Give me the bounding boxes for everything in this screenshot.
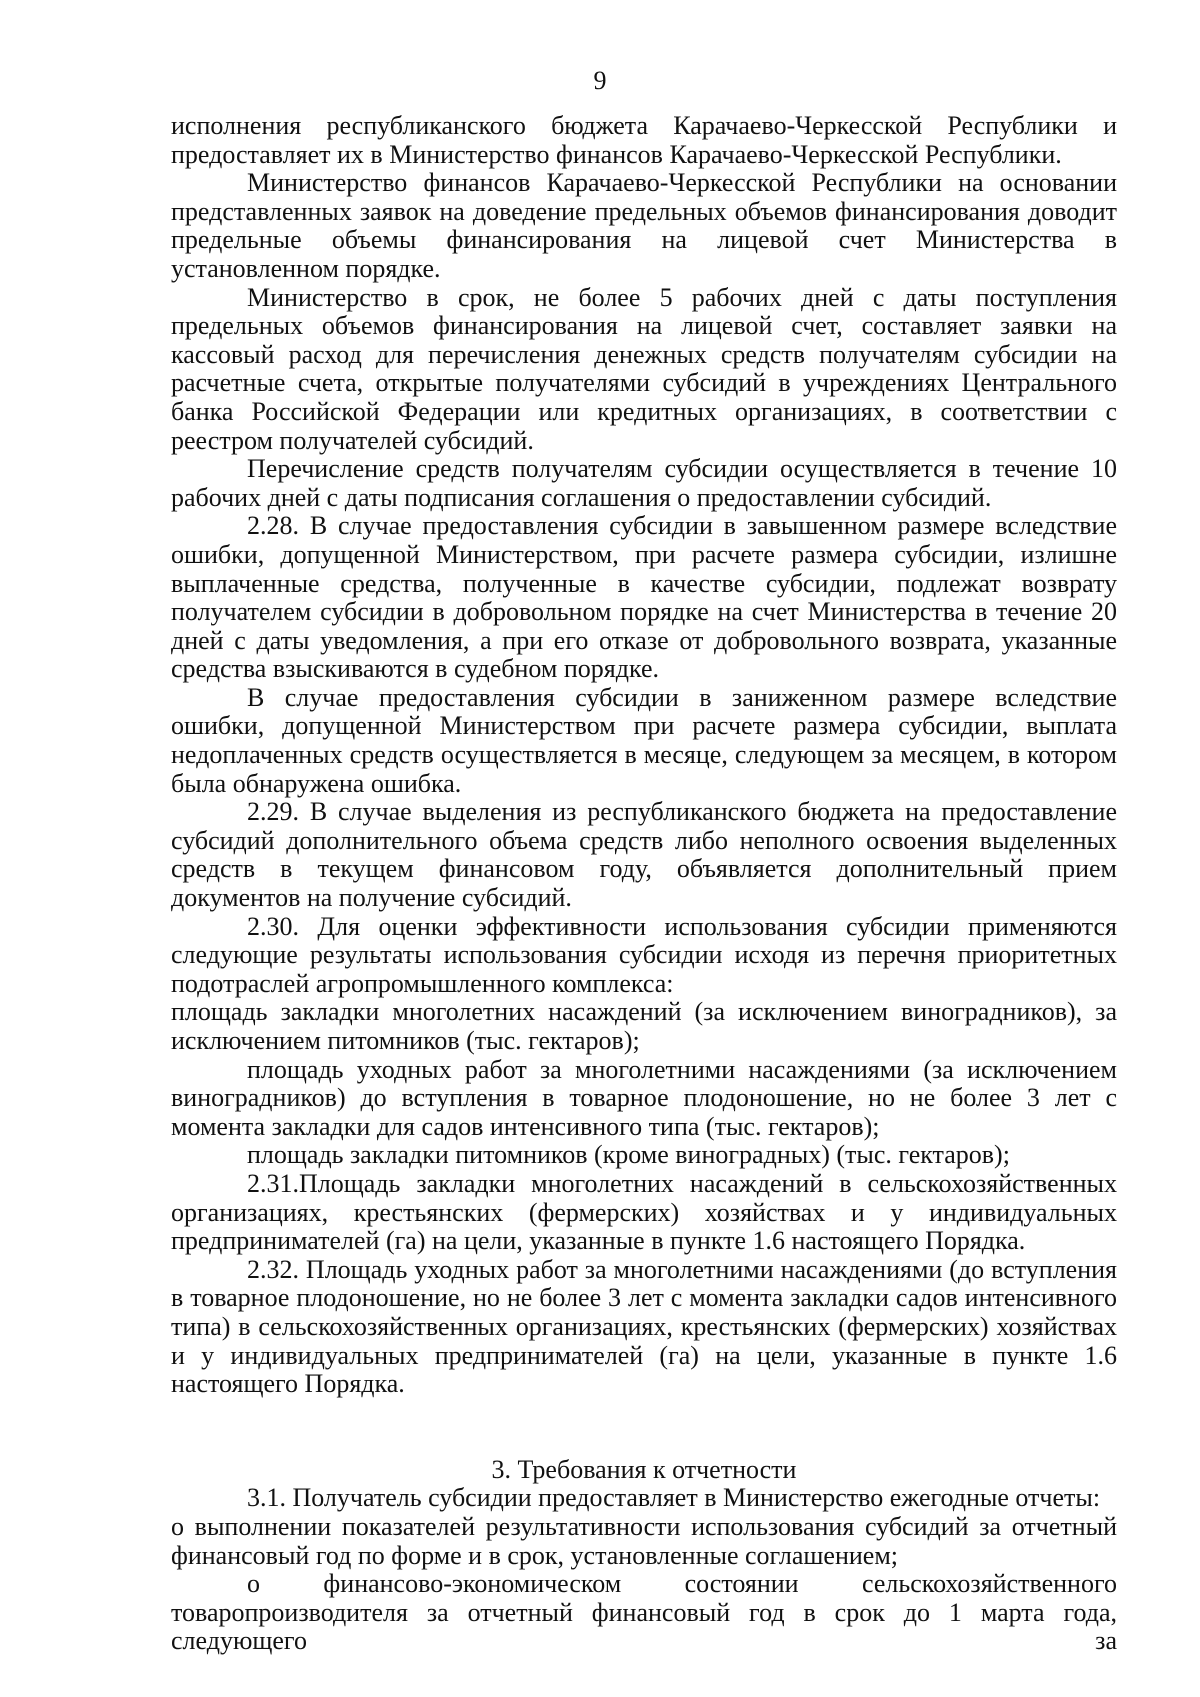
document-body xyxy=(171,112,1117,1656)
paragraph-transfer: Перечисление средств получателям субсидии осуществляется в течение 10 рабочих дней с даты подписания соглашения о предоставлении субсидий. xyxy=(171,454,1117,512)
paragraph-3-1: 3.1. Получатель субсидии предоставляет в Министерство ежегодные отчеты: xyxy=(247,1483,1101,1513)
paragraph-maintenance-area: площадь уходных работ за многолетними насаждениями (за исключением виноградников) до вступления в товарное плодоношение, но не более 3 лет с момента закладки для садов интенсивного типа (тыс. гектаров); xyxy=(171,1054,1117,1141)
paragraph-2-28: 2.28. В случае предоставления субсидии в завышенном размере вследствие ошибки, допущенной Министерством, при расчете размера субсидии, излишне выплаченные средства, полученные в качестве субсидии, подлежат возврату получателем субсидии в добровольном порядке на счет Министерства в течение 20 дней с даты уведомления, а при его отказе от добровольного возврата, указанные средства взыскиваются в судебном порядке. xyxy=(171,511,1117,684)
paragraph-performance-report: о выполнении показателей результативности использования субсидий за отчетный финансовый год по форме и в срок, установленные соглашением; xyxy=(171,1511,1117,1570)
paragraph-2-29: 2.29. В случае выделения из республиканского бюджета на предоставление субсидий дополнительного объема средств либо неполного освоения выделенных средств в текущем финансовом году, объявляется дополнительный прием документов на получение субсидий. xyxy=(171,797,1117,913)
paragraph-2-30: 2.30. Для оценки эффективности использования субсидии применяются следующие результаты использования субсидии исходя из перечня приоритетных подотраслей агропромышленного комплекса: xyxy=(171,911,1117,998)
section-spacer xyxy=(171,1399,1117,1456)
paragraph-2-32: 2.32. Площадь уходных работ за многолетними насаждениями (до вступления в товарное плодоношение, но не более 3 лет с момента закладки садов интенсивного типа) в сельскохозяйственных организациях, крестьянских (фермерских) хозяйствах и у индивидуальных предпринимателей (га) на цели, указанные в пункте 1.6 настоящего Порядка. xyxy=(171,1254,1117,1399)
paragraph-ministry-deadline: Министерство в срок, не более 5 рабочих дней с даты поступления предельных объемов финансирования на лицевой счет, составляет заявки на кассовый расход для перечисления денежных средств получателям субсидии на расчетные счета, открытые получателями субсидий в учреждениях Центрального банка Российской Федерации или кредитных организациях, в соответствии с реестром получателей субсидий. xyxy=(171,282,1117,455)
paragraph-understated: В случае предоставления субсидии в заниженном размере вследствие ошибки, допущенной Министерством при расчете размера субсидии, выплата недоплаченных средств осуществляется в месяце, следующем за месяцем, в котором была обнаружена ошибка. xyxy=(171,682,1117,798)
paragraph-nursery-area: площадь закладки питомников (кроме виноградных) (тыс. гектаров); xyxy=(247,1140,1010,1170)
section-3-heading: 3. Требования к отчетности xyxy=(491,1454,797,1484)
page-number: 9 xyxy=(593,66,607,95)
paragraph-continuation: исполнения республиканского бюджета Карачаево-Черкесской Республики и предоставляет их в Министерство финансов Карачаево-Черкесской Республики. xyxy=(171,111,1117,169)
paragraph-2-31: 2.31.Площадь закладки многолетних насаждений в сельскохозяйственных организациях, крестьянских (фермерских) хозяйствах и у индивидуальных предпринимателей (га) на цели, указанные в пункте 1.6 настоящего Порядка. xyxy=(171,1168,1117,1256)
paragraph-finance-ministry: Министерство финансов Карачаево-Черкесской Республики на основании представленных заявок на доведение предельных объемов финансирования доводит предельные объемы финансирования на лицевой счет Министерства в установленном порядке. xyxy=(171,168,1117,283)
paragraph-financial-report: о финансово-экономическом состоянии сельскохозяйственного товаропроизводителя за отчетный финансовый год в срок до 1 марта года, следующего за xyxy=(171,1569,1117,1656)
paragraph-planting-area: площадь закладки многолетних насаждений (за исключением виноградников), за исключением питомников (тыс. гектаров); xyxy=(171,997,1117,1055)
